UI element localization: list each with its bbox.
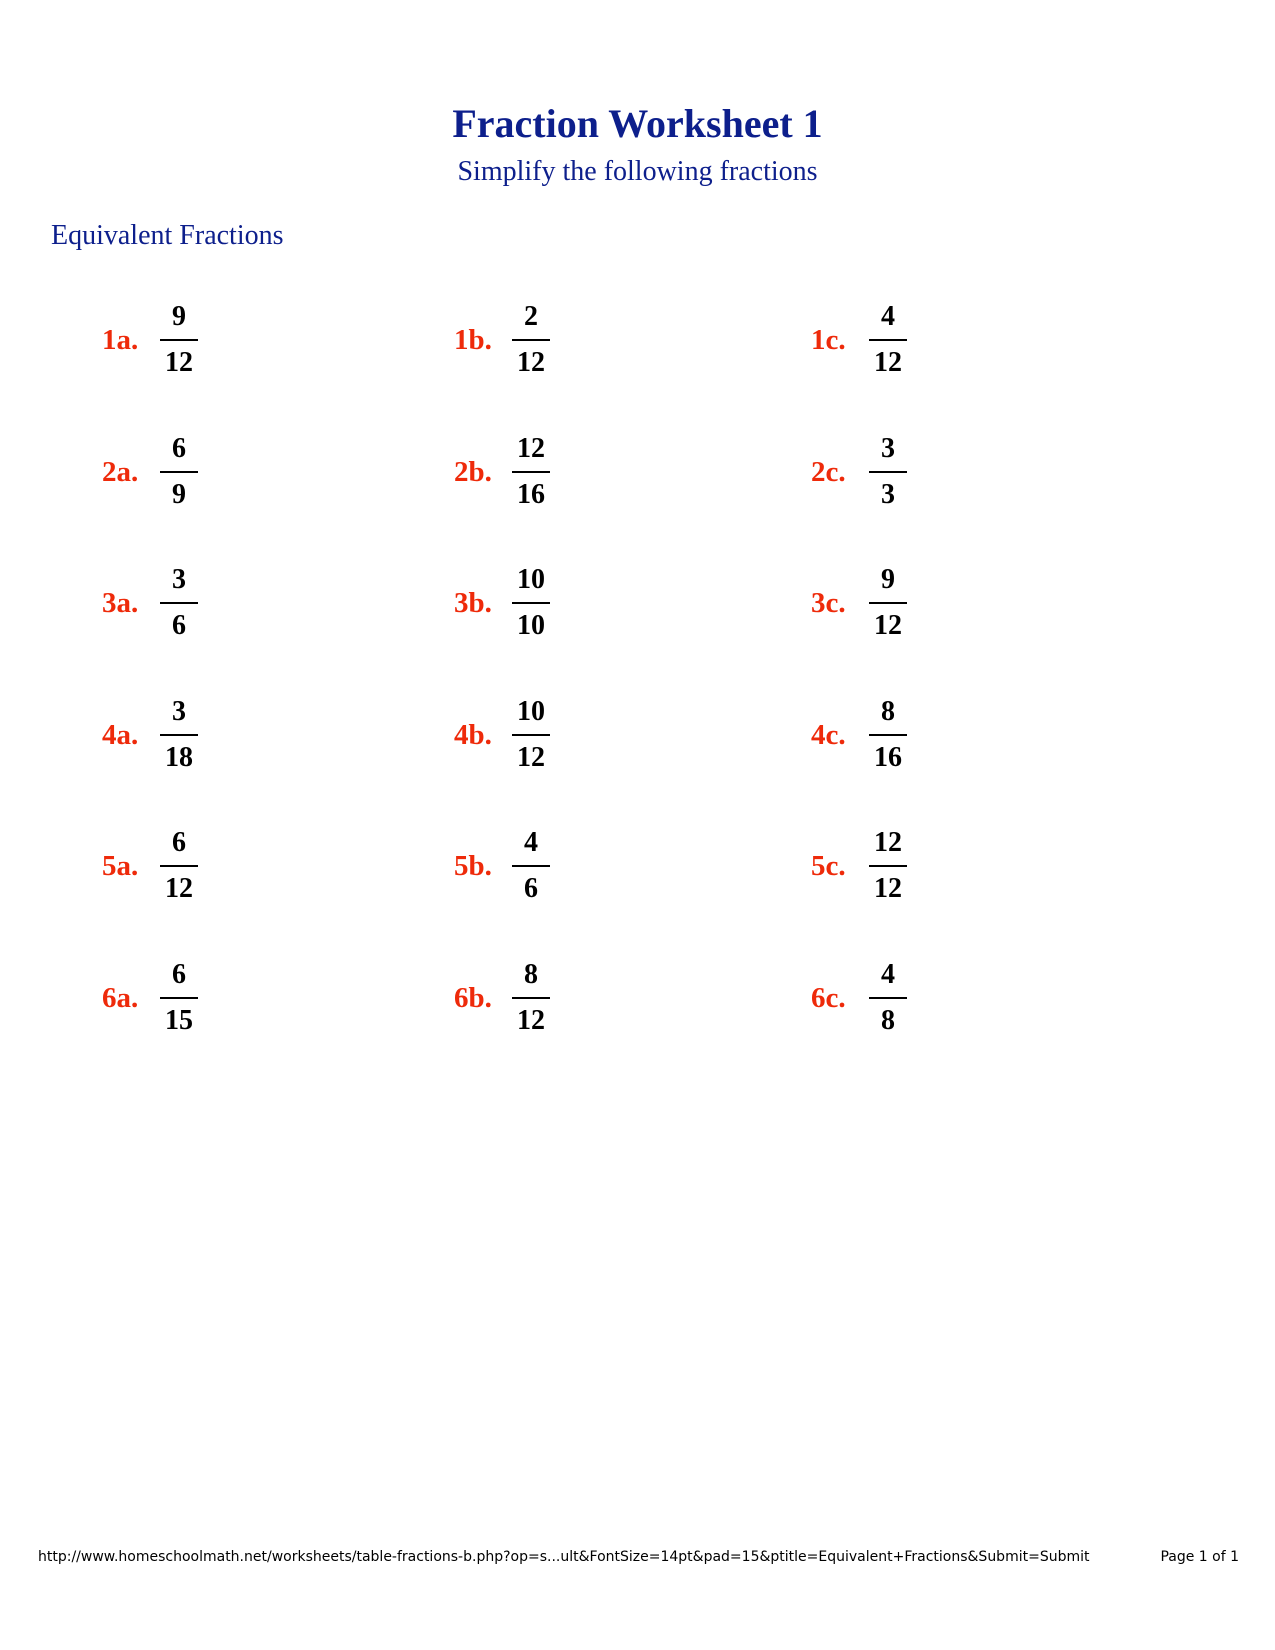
fraction-numerator: 4 [881,301,895,332]
problem-label: 3b. [454,586,492,619]
section-title: Equivalent Fractions [51,220,284,251]
footer-url: http://www.homeschoolmath.net/worksheets/table-fractions-b.php?op=s...ult&FontSize=14pt&pad=15&ptitle=Equivalent+Fractions&Submit=Submit [38,1549,1090,1565]
fraction [160,435,198,509]
problem-item [454,292,550,388]
fraction-denominator: 16 [517,479,545,510]
fraction [512,303,550,377]
fraction [512,435,550,509]
problem-label: 2c. [811,455,846,488]
fraction-denominator: 15 [165,1005,193,1036]
fraction-numerator: 3 [172,564,186,595]
fraction [869,698,907,772]
fraction-denominator: 6 [524,873,538,904]
fraction-bar [869,997,907,999]
problem-item [811,292,907,388]
problem-item [454,687,550,783]
fraction-numerator: 10 [517,696,545,727]
fraction-denominator: 12 [517,347,545,378]
fraction-bar [512,997,550,999]
fraction-denominator: 12 [165,347,193,378]
problem-item [102,292,198,388]
fraction-denominator: 12 [165,873,193,904]
fraction-bar [512,602,550,604]
fraction [512,698,550,772]
fraction-bar [512,865,550,867]
fraction-numerator: 10 [517,564,545,595]
fraction-bar [869,602,907,604]
fraction-denominator: 3 [881,479,895,510]
problem-item [102,687,198,783]
problem-label: 2b. [454,455,492,488]
problem-label: 1b. [454,323,492,356]
fraction-bar [512,734,550,736]
problem-label: 5b. [454,849,492,882]
problem-label: 1c. [811,323,846,356]
fraction [869,435,907,509]
problem-item [454,555,550,651]
fraction-bar [512,339,550,341]
fraction-numerator: 6 [172,959,186,990]
fraction-denominator: 18 [165,742,193,773]
problem-label: 6a. [102,981,139,1014]
fraction-numerator: 9 [172,301,186,332]
fraction-numerator: 12 [517,433,545,464]
fraction-denominator: 6 [172,610,186,641]
fraction [160,698,198,772]
fraction [869,566,907,640]
fraction [869,961,907,1035]
problem-label: 4a. [102,718,139,751]
fraction-numerator: 4 [881,959,895,990]
fraction-numerator: 8 [881,696,895,727]
problem-item [102,818,198,914]
fraction [869,303,907,377]
fraction [160,961,198,1035]
fraction [512,829,550,903]
problem-label: 2a. [102,455,139,488]
fraction-numerator: 12 [874,827,902,858]
fraction [512,566,550,640]
fraction-bar [869,339,907,341]
problem-label: 5c. [811,849,846,882]
fraction-numerator: 3 [881,433,895,464]
fraction [160,566,198,640]
fraction-denominator: 9 [172,479,186,510]
fraction [869,829,907,903]
fraction-bar [160,339,198,341]
fraction-denominator: 12 [517,1005,545,1036]
problem-item [454,950,550,1046]
problem-item [454,424,550,520]
fraction-denominator: 12 [874,610,902,641]
problem-item [102,555,198,651]
problem-label: 5a. [102,849,139,882]
fraction-bar [869,471,907,473]
fraction [160,829,198,903]
fraction-denominator: 10 [517,610,545,641]
problem-label: 3c. [811,586,846,619]
problem-item [102,424,198,520]
problem-item [811,555,907,651]
fraction-numerator: 6 [172,827,186,858]
fraction-denominator: 12 [874,347,902,378]
fraction-numerator: 6 [172,433,186,464]
problem-label: 4b. [454,718,492,751]
fraction-bar [869,865,907,867]
fraction [160,303,198,377]
fraction-numerator: 9 [881,564,895,595]
fraction-bar [160,602,198,604]
fraction-bar [160,734,198,736]
problem-item [811,818,907,914]
worksheet-subtitle: Simplify the following fractions [457,156,818,187]
problem-label: 1a. [102,323,139,356]
fraction-denominator: 12 [874,873,902,904]
fraction-numerator: 3 [172,696,186,727]
fraction-bar [160,865,198,867]
fraction-numerator: 8 [524,959,538,990]
fraction-bar [160,471,198,473]
footer-page-number: Page 1 of 1 [1160,1549,1239,1565]
fraction-bar [512,471,550,473]
problem-item [454,818,550,914]
worksheet-title: Fraction Worksheet 1 [452,101,823,146]
problem-label: 3a. [102,586,139,619]
problem-item [811,687,907,783]
fraction-bar [869,734,907,736]
fraction-bar [160,997,198,999]
problem-label: 6b. [454,981,492,1014]
fraction [512,961,550,1035]
fraction-denominator: 16 [874,742,902,773]
problem-item [811,424,907,520]
fraction-denominator: 12 [517,742,545,773]
problem-label: 6c. [811,981,846,1014]
problem-item [102,950,198,1046]
fraction-numerator: 2 [524,301,538,332]
fraction-numerator: 4 [524,827,538,858]
problem-label: 4c. [811,718,846,751]
fraction-denominator: 8 [881,1005,895,1036]
problem-item [811,950,907,1046]
